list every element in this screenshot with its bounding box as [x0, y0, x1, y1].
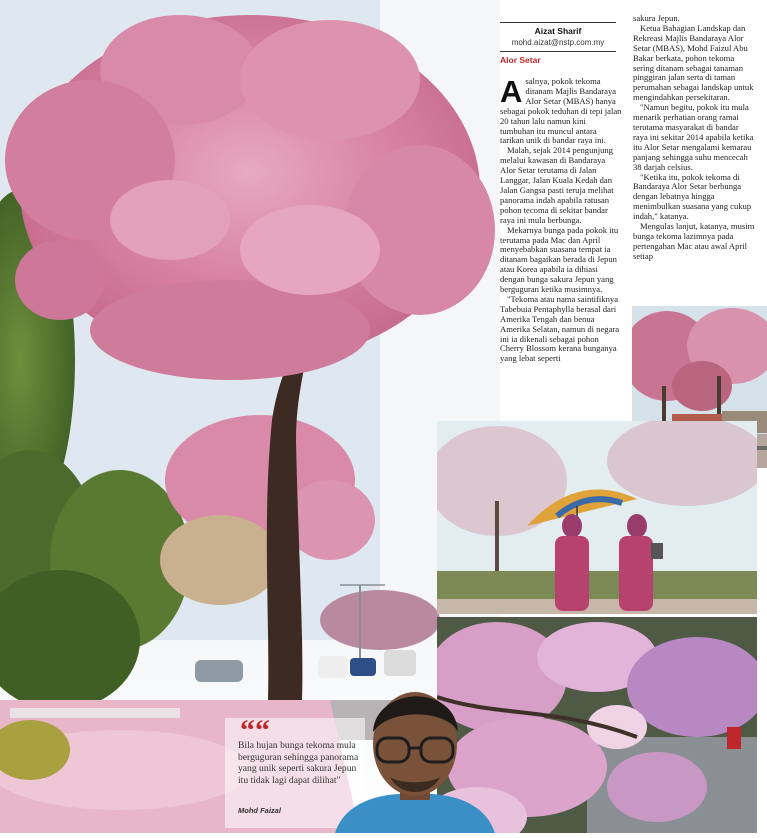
article-paragraph: Malah, sejak 2014 pengunjung melalui kawasan di Bandaraya Alor Setar terutama di Jalan Langgar, Jalan Kuala Kedah dan Jalan Gangsa pasti teruja melihat panorama indah apabila ratusan pohon tecoma di sekitar bandar raya ini mula berbunga.: [500, 145, 614, 225]
dateline-location: Alor Setar: [500, 55, 541, 65]
speaker-portrait: [330, 672, 500, 833]
article-paragraph: sakura Jepun.: [633, 13, 680, 23]
author-name: Aizat Sharif: [534, 26, 582, 36]
byline: [500, 22, 616, 52]
article-paragraph: Mengulas lanjut, katanya, musim bunga tekoma lazimnya pada pertengahan Mac atau awal April setiap: [633, 221, 755, 261]
article-column-2: [633, 14, 755, 262]
quote-mark-icon: ““: [240, 714, 270, 747]
drop-cap: A: [500, 74, 523, 109]
article-paragraph: Asalnya, pokok tekoma ditanam Majlis Bandaraya Alor Setar (MBAS) hanya sebagai pokok teduhan di tepi jalan 20 tahun lalu namun kini tumbuhan itu muncul antara tarikan unik di bandar raya ini.: [500, 74, 622, 146]
pull-quote-text: Bila hujan bunga tekoma mula berguguran sehingga panorama yang unik seperti sakura Jepun itu tidak lagi dapat dilihat": [238, 740, 359, 786]
article-paragraph: "Tekoma atau nama saintifiknya Tabebuia Pentaphylla berasal dari Amerika Tengah dan benua Amerika Selatan, namun di negara ini ia dikenali sebagai pohon Cherry Blossom kerana bunganya yang lebat seperti: [500, 293, 620, 364]
article-paragraph: "Namun begitu, pokok itu mula menarik perhatian orang ramai terutama masyarakat di bandar raya ini sekitar 2014 apabila ketika itu Alor Setar mengalami kemarau panjang sehingga suhu mencecah 38 darjah celsius.: [633, 102, 754, 172]
author-email: mohd.aizat@nstp.com.my: [511, 38, 605, 47]
pull-quote-author: Mohd Faizal: [238, 806, 281, 815]
students-umbrella-photo: [437, 421, 757, 614]
article-paragraph: "Ketika itu, pokok tekoma di Bandaraya Alor Setar berbunga dengan lebatnya hingga menimbulkan suasana yang cukup indah," katanya.: [633, 171, 752, 222]
article-paragraph: Mekarnya bunga pada pokok itu terutama pada Mac dan April menyebabkan suasana tempat ia ditanam bagaikan berada di Jepun atau Korea apabila ia dihiasi dengan bunga sakura Jepun yang berguguran ketika musimnya.: [500, 224, 619, 295]
article-column-1: [500, 74, 622, 364]
article-paragraph: Ketua Bahagian Landskap dan Rekreasi Majlis Bandaraya Alor Setar (MBAS), Mohd Faizul Abu Bakar berkata, pohon tekoma sering ditanam sebagai tanaman pinggiran jalan serta di taman perumahan sebagai landskap untuk mengindahkan persekitaran.: [633, 22, 754, 103]
